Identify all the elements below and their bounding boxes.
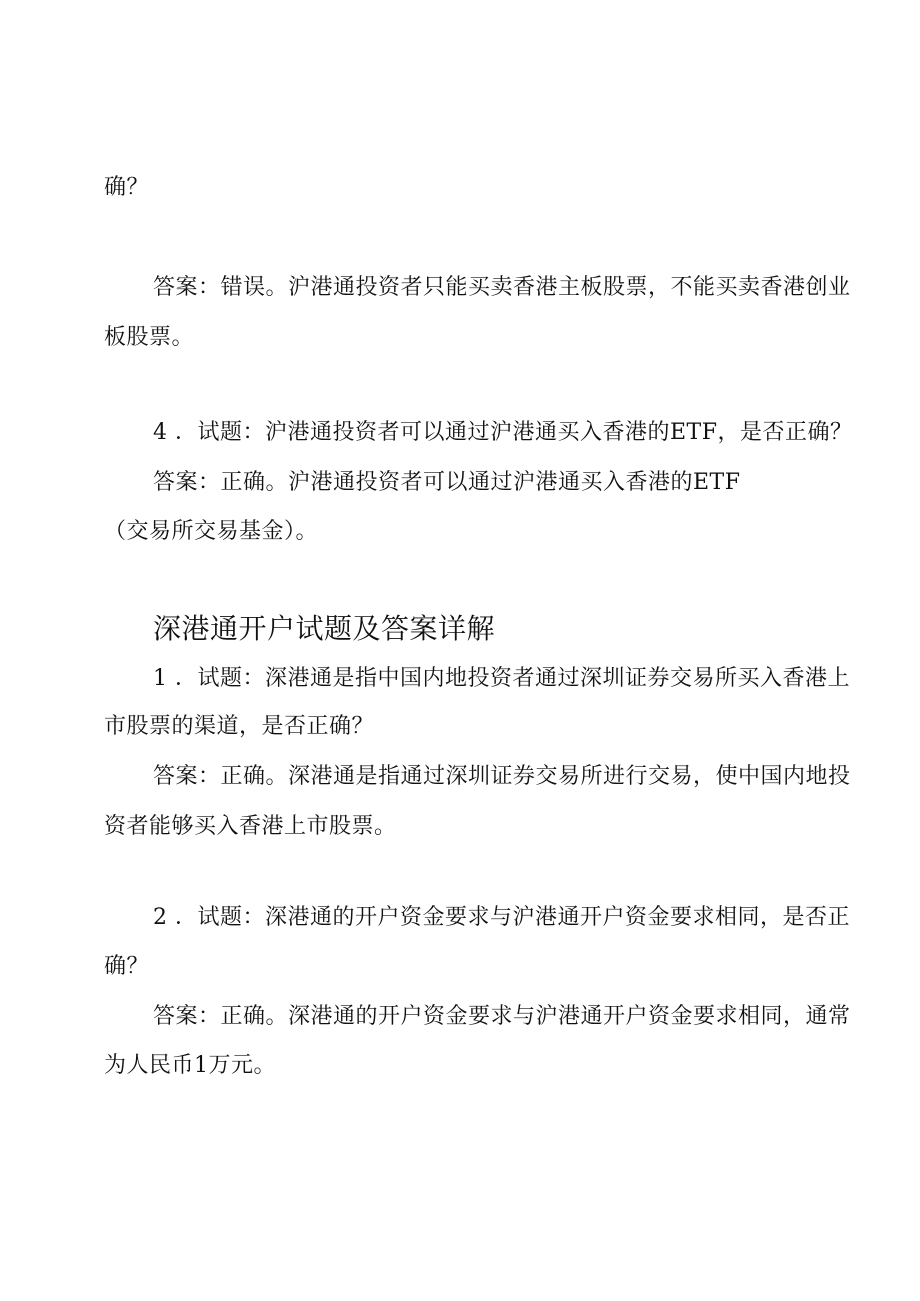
answer-3-line-2: 板股票。 bbox=[104, 325, 195, 350]
section-answer-2-line-1: 答案：正确。深港通的开户资金要求与沪港通开户资金要求相同，通常 bbox=[153, 1004, 851, 1029]
section-answer-1-line-2: 资者能够买入香港上市股票。 bbox=[104, 814, 397, 839]
section-question-2-line-2: 确？ bbox=[104, 954, 150, 979]
section-question-2-line-1: 2 ．试题：深港通的开户资金要求与沪港通开户资金要求相同，是否正 bbox=[153, 905, 850, 930]
answer-4-line-1: 答案：正确。沪港通投资者可以通过沪港通买入香港的ETF bbox=[153, 470, 741, 495]
section-title: 深港通开户试题及答案详解 bbox=[153, 612, 496, 645]
section-question-1-line-2: 市股票的渠道，是否正确？ bbox=[104, 714, 375, 739]
section-answer-2-line-2: 为人民币1万元。 bbox=[104, 1053, 276, 1078]
question-3-continuation: 确？ bbox=[104, 175, 150, 200]
answer-4-line-2: （交易所交易基金）。 bbox=[104, 519, 319, 544]
section-answer-1-line-1: 答案：正确。深港通是指通过深圳证券交易所进行交易，使中国内地投 bbox=[153, 764, 851, 789]
section-question-1-line-1: 1 ．试题：深港通是指中国内地投资者通过深圳证券交易所买入香港上 bbox=[153, 666, 850, 691]
question-4-line-1: 4 ．试题：沪港通投资者可以通过沪港通买入香港的ETF，是否正确？ bbox=[153, 420, 853, 445]
answer-3-line-1: 答案：错误。沪港通投资者只能买卖香港主板股票，不能买卖香港创业 bbox=[153, 275, 851, 300]
